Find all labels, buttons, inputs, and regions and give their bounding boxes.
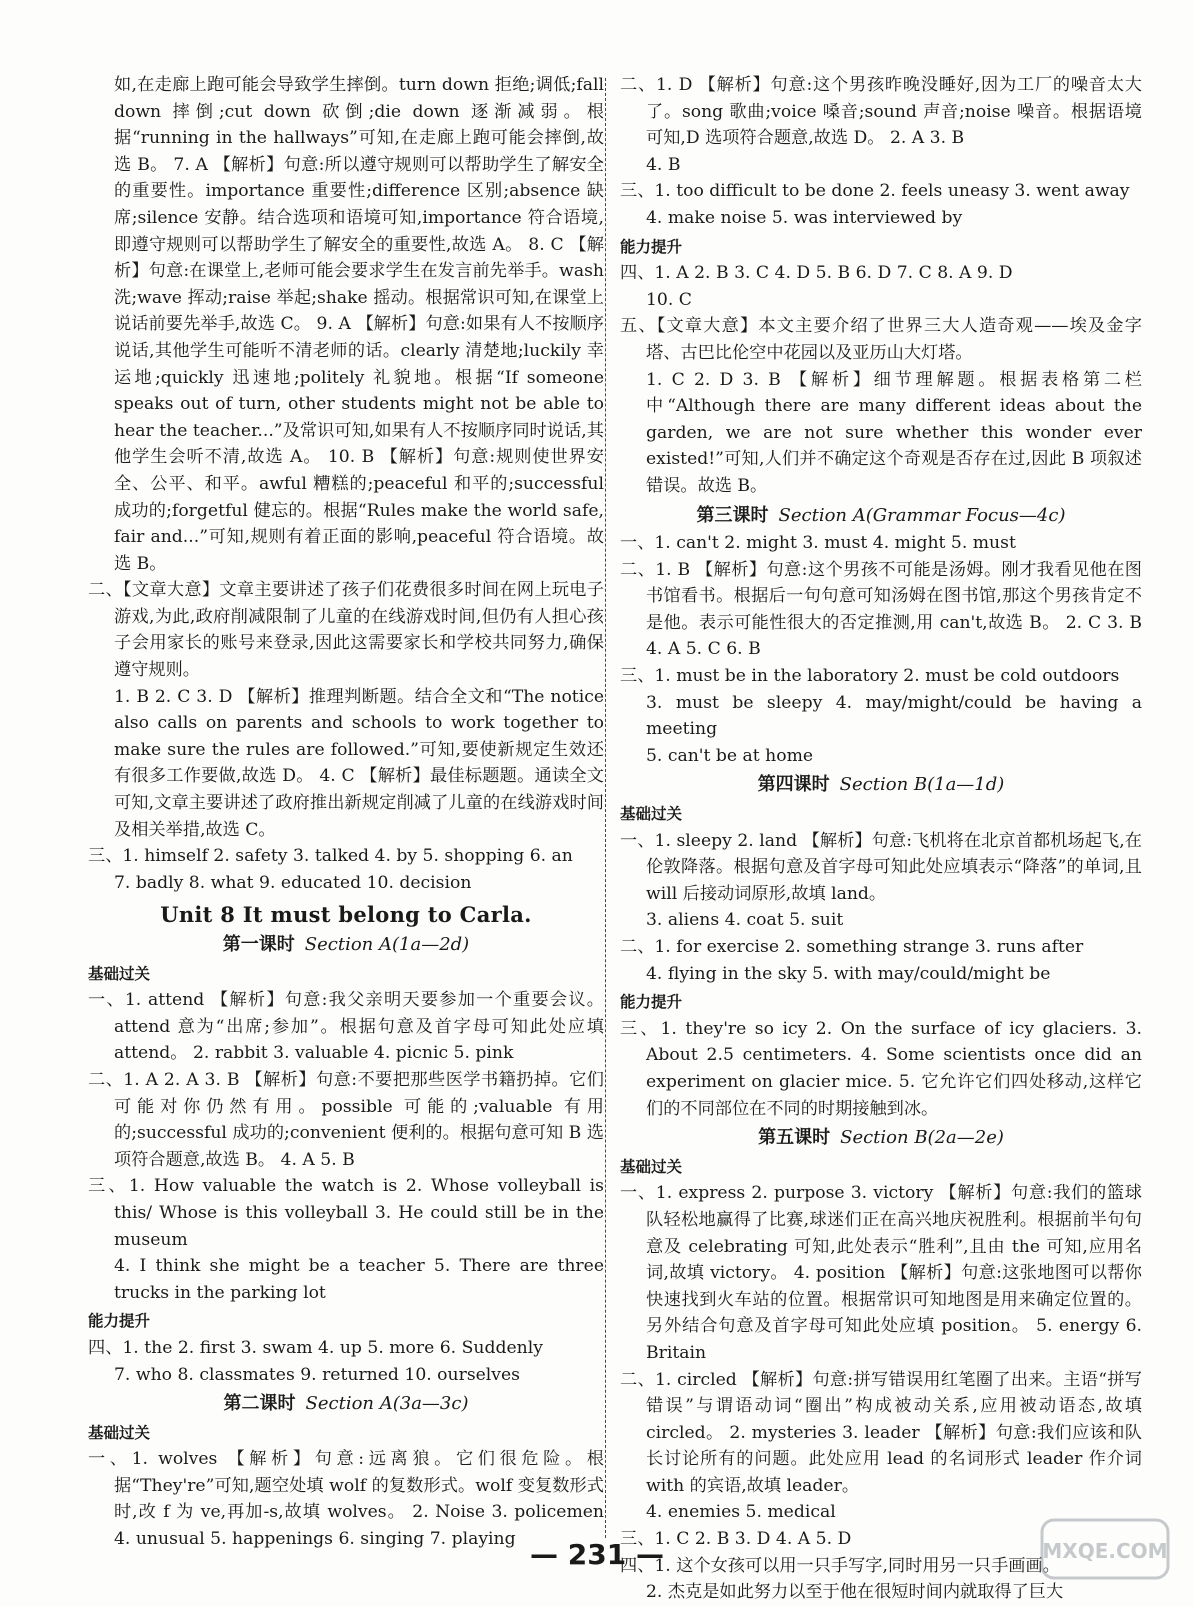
lesson-title: 第一课时 xyxy=(222,934,295,955)
answer-paragraph: 三、1. How valuable the watch is 2. Whose volleyball is this/ Whose is this volleyball 3. He could still be in the museum xyxy=(88,1176,604,1250)
answer-paragraph: 4. flying in the sky 5. with may/could/might be xyxy=(646,963,1051,984)
lesson-section: Section B(2a—2e) xyxy=(840,1127,1004,1149)
section-label: 能力提升 xyxy=(88,1312,151,1331)
lesson-heading xyxy=(620,772,1142,799)
lesson-title: 第四课时 xyxy=(757,774,830,796)
lesson-section: Section A(1a—2d) xyxy=(304,934,470,955)
answer-paragraph: 一、1. wolves 【解析】句意:远离狼。它们很危险。根据“They're”可知,题空处填 wolf 的复数形式。wolf 变复数形式时,改 f 为 ve,再加-s,故填 wolves。 2. Noise 3. policemen 4. unusual 5. happenings 6. singing 7. playing xyxy=(88,1449,604,1550)
lesson-heading xyxy=(88,1391,604,1418)
answer-paragraph: 7. who 8. classmates 9. returned 10. ourselves xyxy=(114,1364,521,1385)
lesson-heading xyxy=(88,932,604,959)
answer-paragraph: 2. 杰克是如此努力以至于他在很短时间内就取得了巨大 xyxy=(646,1582,1064,1603)
page-number: — 231 — xyxy=(530,1538,664,1571)
answer-paragraph: 四、1. A 2. B 3. C 4. D 5. B 6. D 7. C 8. A 9. D xyxy=(620,263,1013,284)
answer-paragraph: 二、1. D 【解析】句意:这个男孩昨晚没睡好,因为工厂的噪音太大了。song 歌曲;voice 嗓音;sound 声音;noise 噪音。根据语境可知,D 选项符合题意,故选 D。 2. A 3. B xyxy=(620,75,1142,149)
answer-paragraph: 二、【文章大意】文章主要讲述了孩子们花费很多时间在网上玩电子游戏,为此,政府削减限制了儿童的在线游戏时间,但仍有人担心孩子会用家长的账号来登录,因此这需要家长和学校共同努力,确保遵守规则。 xyxy=(88,580,604,681)
answer-paragraph: 4. I think she might be a teacher 5. There are three trucks in the parking lot xyxy=(114,1256,604,1303)
answer-paragraph: 3. aliens 4. coat 5. suit xyxy=(646,910,844,931)
answer-paragraph: 4. make noise 5. was interviewed by xyxy=(646,207,963,228)
watermark-text: MXQE.COM xyxy=(1042,1539,1168,1563)
answer-paragraph: 10. C xyxy=(646,289,692,310)
answer-paragraph: 一、1. sleepy 2. land 【解析】句意:飞机将在北京首都机场起飞,在伦敦降落。根据句意及首字母可知此处应填表示“降落”的单词,且 will 后接动词原形,故填 land。 xyxy=(620,830,1142,904)
answer-paragraph: 三、1. C 2. B 3. D 4. A 5. D xyxy=(620,1529,852,1550)
section-label: 基础过关 xyxy=(620,1157,683,1176)
answer-paragraph: 5. can't be at home xyxy=(646,745,814,766)
answer-paragraph: 如,在走廊上跑可能会导致学生摔倒。turn down 拒绝;调低;fall down 摔倒;cut down 砍倒;die down 逐渐减弱。根据“running in the hallways”可知,在走廊上跑可能会摔倒,故选 B。 7. A 【解析】句意:所以遵守规则可以帮助学生了解安全的重要性。importance 重要性;difference 区别;absence 缺席;silence 安静。结合选项和语境可知,importance 符合语境,即遵守规则可以帮助学生了解安全的重要性,故选 A。 8. C 【解析】句意:在课堂上,老师可能会要求学生在发言前先举手。wash 洗;wave 挥动;raise 举起;shake 摇动。根据常识可知,在课堂上说话前要先举手,故选 C。 9. A 【解析】句意:如果有人不按顺序说话,其他学生可能听不清老师的话。clearly 清楚地;luckily 幸运地;quickly 迅速地;politely 礼貌地。根据“If someone speaks out of turn, other students might not be able to hear the teacher...”及常识可知,如果有人不按顺序同时说话,其他学生会听不清,故选 A。 10. B 【解析】句意:规则使世界安全、公平、和平。awful 糟糕的;peaceful 和平的;successful 成功的;forgetful 健忘的。根据“Rules make the world safe, fair and...”可知,规则有着正面的影响,peaceful 符合语境。故选 B。 xyxy=(114,75,604,574)
answer-paragraph: 三、1. they're so icy 2. On the surface of icy glaciers. 3. About 2.5 centimeters. 4. Some scientists once did an experiment on glacier mice. 5. 它允许它们四处移动,这样它们的不同部位在不同的时期接触到冰。 xyxy=(620,1018,1142,1119)
answer-paragraph: 二、1. B 【解析】句意:这个男孩不可能是汤姆。刚才我看见他在图书馆看书。根据后一句句意可知汤姆在图书馆,那这个男孩肯定不是他。表示可能性很大的否定推测,用 can't,故选 B。 2. C 3. B 4. A 5. C 6. B xyxy=(620,559,1142,660)
right-column xyxy=(620,72,1142,1606)
answer-paragraph: 五、【文章大意】本文主要介绍了世界三大人造奇观——埃及金字塔、古巴比伦空中花园以及亚历山大灯塔。 xyxy=(620,316,1142,363)
section-label: 基础过关 xyxy=(620,805,683,824)
unit-title: Unit 8 It must belong to Carla. xyxy=(160,902,532,928)
answer-paragraph: 7. badly 8. what 9. educated 10. decision xyxy=(114,872,472,893)
answer-paragraph: 1. C 2. D 3. B 【解析】细节理解题。根据表格第二栏中“Although there are many different ideas about the garden, we are not sure whether this wonder ever existed!”可知,人们并不确定这个奇观是否存在过,因此 B 项叙述错误。故选 B。 xyxy=(646,369,1142,496)
answer-paragraph: 4. enemies 5. medical xyxy=(646,1502,836,1523)
answer-paragraph: 四、1. the 2. first 3. swam 4. up 5. more 6. Suddenly xyxy=(88,1337,543,1358)
lesson-section: Section A(Grammar Focus—4c) xyxy=(778,504,1066,526)
lesson-section: Section A(3a—3c) xyxy=(305,1393,469,1415)
answer-paragraph: 二、1. for exercise 2. something strange 3. runs after xyxy=(620,937,1084,957)
answer-paragraph: 二、1. circled 【解析】句意:拼写错误用红笔圈了出来。主语“拼写错误”与谓语动词“圈出”构成被动关系,应用被动语态,故填 circled。 2. mysteries 3. leader 【解析】句意:我们应该和队长讨论所有的问题。此处应用 lead 的名词形式 leader 作介词 with 的宾语,故填 leader。 xyxy=(620,1369,1142,1496)
answer-paragraph: 一、1. express 2. purpose 3. victory 【解析】句意:我们的篮球队轻松地赢得了比赛,球迷们正在高兴地庆祝胜利。根据前半句句意及 celebrating 可知,此处表示“胜利”,且由 the 可知,应用名词,故填 victory。 4. position 【解析】句意:这张地图可以帮你快速找到火车站的位置。根据常识可知地图是用来确定位置的。另外结合句意及首字母可知此处应填 position。 5. energy 6. Britain xyxy=(620,1183,1142,1363)
answer-paragraph: 四、1. 这个女孩可以用一只手写字,同时用另一只手画画。 xyxy=(620,1555,1060,1576)
answer-paragraph: 三、1. himself 2. safety 3. talked 4. by 5. shopping 6. an xyxy=(88,846,573,867)
lesson-heading xyxy=(620,503,1142,530)
answer-paragraph: 3. must be sleepy 4. may/might/could be having a meeting xyxy=(646,692,1142,740)
answer-paragraph: 一、1. attend 【解析】句意:我父亲明天要参加一个重要会议。attend 意为“出席;参加”。根据句意及首字母可知此处应填 attend。 2. rabbit 3. valuable 4. picnic 5. pink xyxy=(88,990,604,1064)
answer-paragraph: 三、1. too difficult to be done 2. feels uneasy 3. went away xyxy=(620,181,1130,202)
lesson-title: 第五课时 xyxy=(758,1127,831,1149)
answer-paragraph: 1. B 2. C 3. D 【解析】推理判断题。结合全文和“The notice also calls on parents and schools to work together to make sure the rules are followed.”可知,要使新规定生效还有很多工作要做,故选 D。 4. C 【解析】最佳标题题。通读全文可知,文章主要讲述了政府推出新规定削减了儿童的在线游戏时间及相关举措,故选 C。 xyxy=(114,686,604,840)
lesson-title: 第三课时 xyxy=(696,504,769,526)
answer-paragraph: 三、1. must be in the laboratory 2. must be cold outdoors xyxy=(620,666,1120,687)
column-divider xyxy=(605,78,606,1538)
left-column xyxy=(88,72,604,1553)
section-label: 能力提升 xyxy=(620,993,683,1012)
section-label: 能力提升 xyxy=(620,237,683,256)
answer-paragraph: 4. B xyxy=(646,154,681,175)
lesson-heading xyxy=(620,1125,1142,1152)
section-label: 基础过关 xyxy=(88,964,151,983)
answer-paragraph: 二、1. A 2. A 3. B 【解析】句意:不要把那些医学书籍扔掉。它们可能对你仍然有用。possible 可能的;valuable 有用的;successful 成功的;convenient 便利的。根据句意可知 B 选项符合题意,故选 B。 4. A 5. B xyxy=(88,1069,604,1170)
section-label: 基础过关 xyxy=(88,1423,151,1442)
watermark-logo xyxy=(1040,1514,1170,1584)
lesson-section: Section B(1a—1d) xyxy=(839,774,1005,796)
answer-paragraph: 一、1. can't 2. might 3. must 4. might 5. must xyxy=(620,533,1016,554)
lesson-title: 第二课时 xyxy=(223,1393,296,1415)
